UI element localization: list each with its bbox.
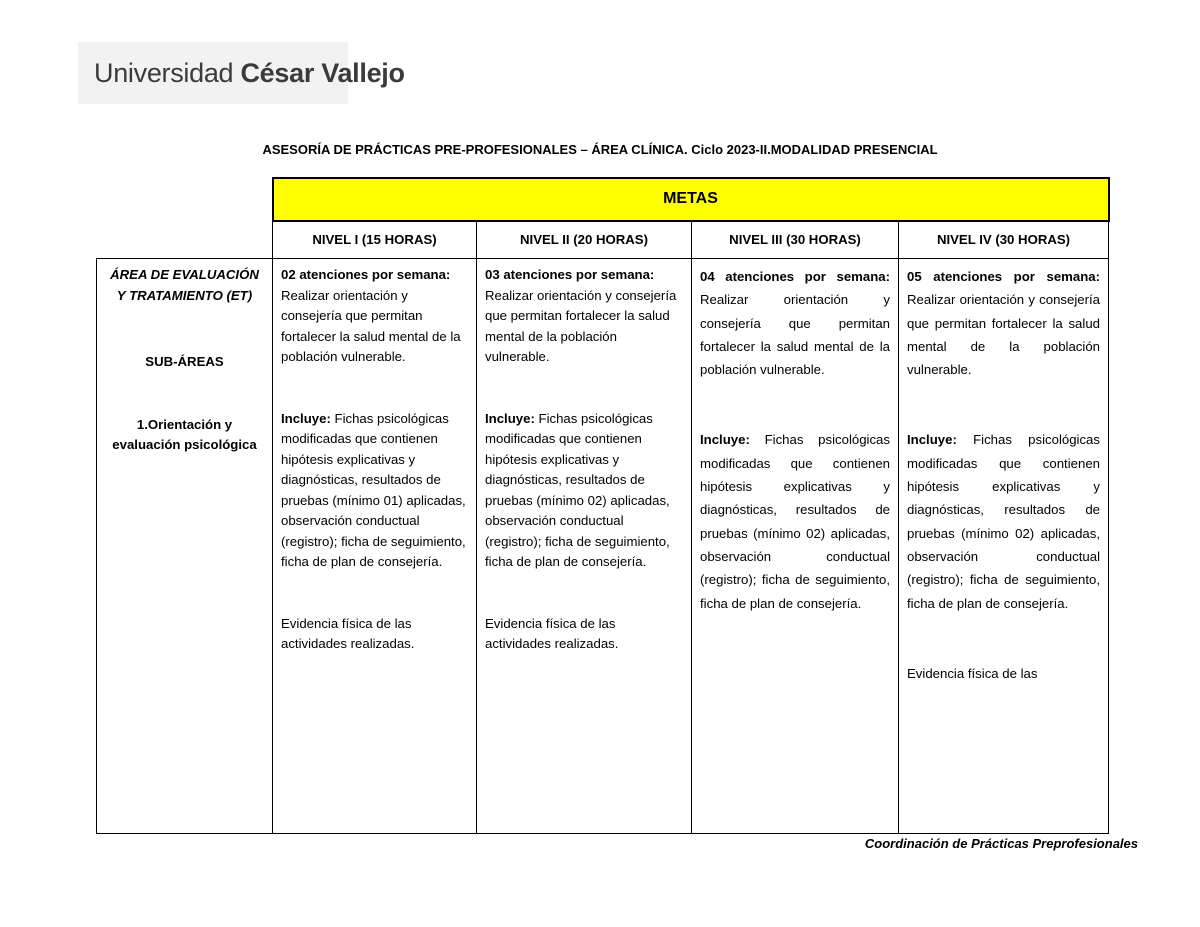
- level-4-goal: 05 atenciones por semana: Realizar orientación y consejería que permitan fortalecer la salud mental de la población vulnerable.: [907, 269, 1100, 378]
- level-2-goal: 03 atenciones por semana: Realizar orientación y consejería que permitan fortalecer la salud mental de la población vulnerable.: [485, 267, 677, 364]
- level-header-4: NIVEL IV (30 HORAS): [899, 221, 1109, 259]
- level-3-cell: [692, 259, 899, 834]
- level-2-cell: [477, 259, 692, 834]
- subareas-label: SUB-ÁREAS: [145, 354, 224, 369]
- level-2-evidence: Evidencia física de las actividades realizadas.: [485, 615, 619, 651]
- level-1-goal: 02 atenciones por semana: Realizar orientación y consejería que permitan fortalecer la salud mental de la población vulnerable.: [281, 267, 461, 364]
- document-title: ASESORÍA DE PRÁCTICAS PRE-PROFESIONALES – ÁREA CLÍNICA. Ciclo 2023-II.MODALIDAD PRESENCIAL: [262, 142, 938, 157]
- level-header-1: NIVEL I (15 HORAS): [273, 221, 477, 259]
- metas-table: [96, 177, 1110, 834]
- level-4-evidence: Evidencia física de las: [907, 665, 1038, 681]
- university-logo: [78, 42, 405, 104]
- area-cell: [97, 259, 273, 834]
- level-3-goal: 04 atenciones por semana: Realizar orientación y consejería que permitan fortalecer la salud mental de la población vulnerable.: [700, 269, 890, 378]
- level-1-cell: [273, 259, 477, 834]
- footer-coordination: Coordinación de Prácticas Preprofesionales: [864, 836, 1138, 851]
- level-1-evidence: Evidencia física de las actividades realizadas.: [281, 615, 415, 651]
- level-header-3: NIVEL III (30 HORAS): [692, 221, 899, 259]
- level-header-2: NIVEL II (20 HORAS): [477, 221, 692, 259]
- university-name: Universidad César Vallejo: [94, 57, 405, 88]
- metas-header: METAS: [273, 178, 1109, 221]
- level-1-includes: Incluye: Fichas psicológicas modificadas que contienen hipótesis explicativas y diagnósticas, resultados de pruebas (mínimo 01) aplicadas, observación conductual (registro); ficha de seguimiento, ficha de plan de consejería.: [281, 410, 466, 569]
- subarea-item: 1.Orientación y evaluación psicológica: [112, 416, 257, 452]
- area-title: ÁREA DE EVALUACIÓN Y TRATAMIENTO (ET): [110, 267, 259, 303]
- level-2-includes: Incluye: Fichas psicológicas modificadas que contienen hipótesis explicativas y diagnósticas, resultados de pruebas (mínimo 02) aplicadas, observación conductual (registro); ficha de seguimiento, ficha de plan de consejería.: [485, 410, 670, 569]
- level-3-includes: Incluye: Fichas psicológicas modificadas que contienen hipótesis explicativas y diagnósticas, resultados de pruebas (mínimo 02) aplicadas, observación conductual (registro); ficha de seguimiento, ficha de plan de consejería.: [700, 432, 890, 611]
- level-4-includes: Incluye: Fichas psicológicas modificadas que contienen hipótesis explicativas y diagnósticas, resultados de pruebas (mínimo 02) aplicadas, observación conductual (registro); ficha de seguimiento, ficha de plan de consejería.: [907, 432, 1100, 611]
- level-4-cell: [899, 259, 1109, 834]
